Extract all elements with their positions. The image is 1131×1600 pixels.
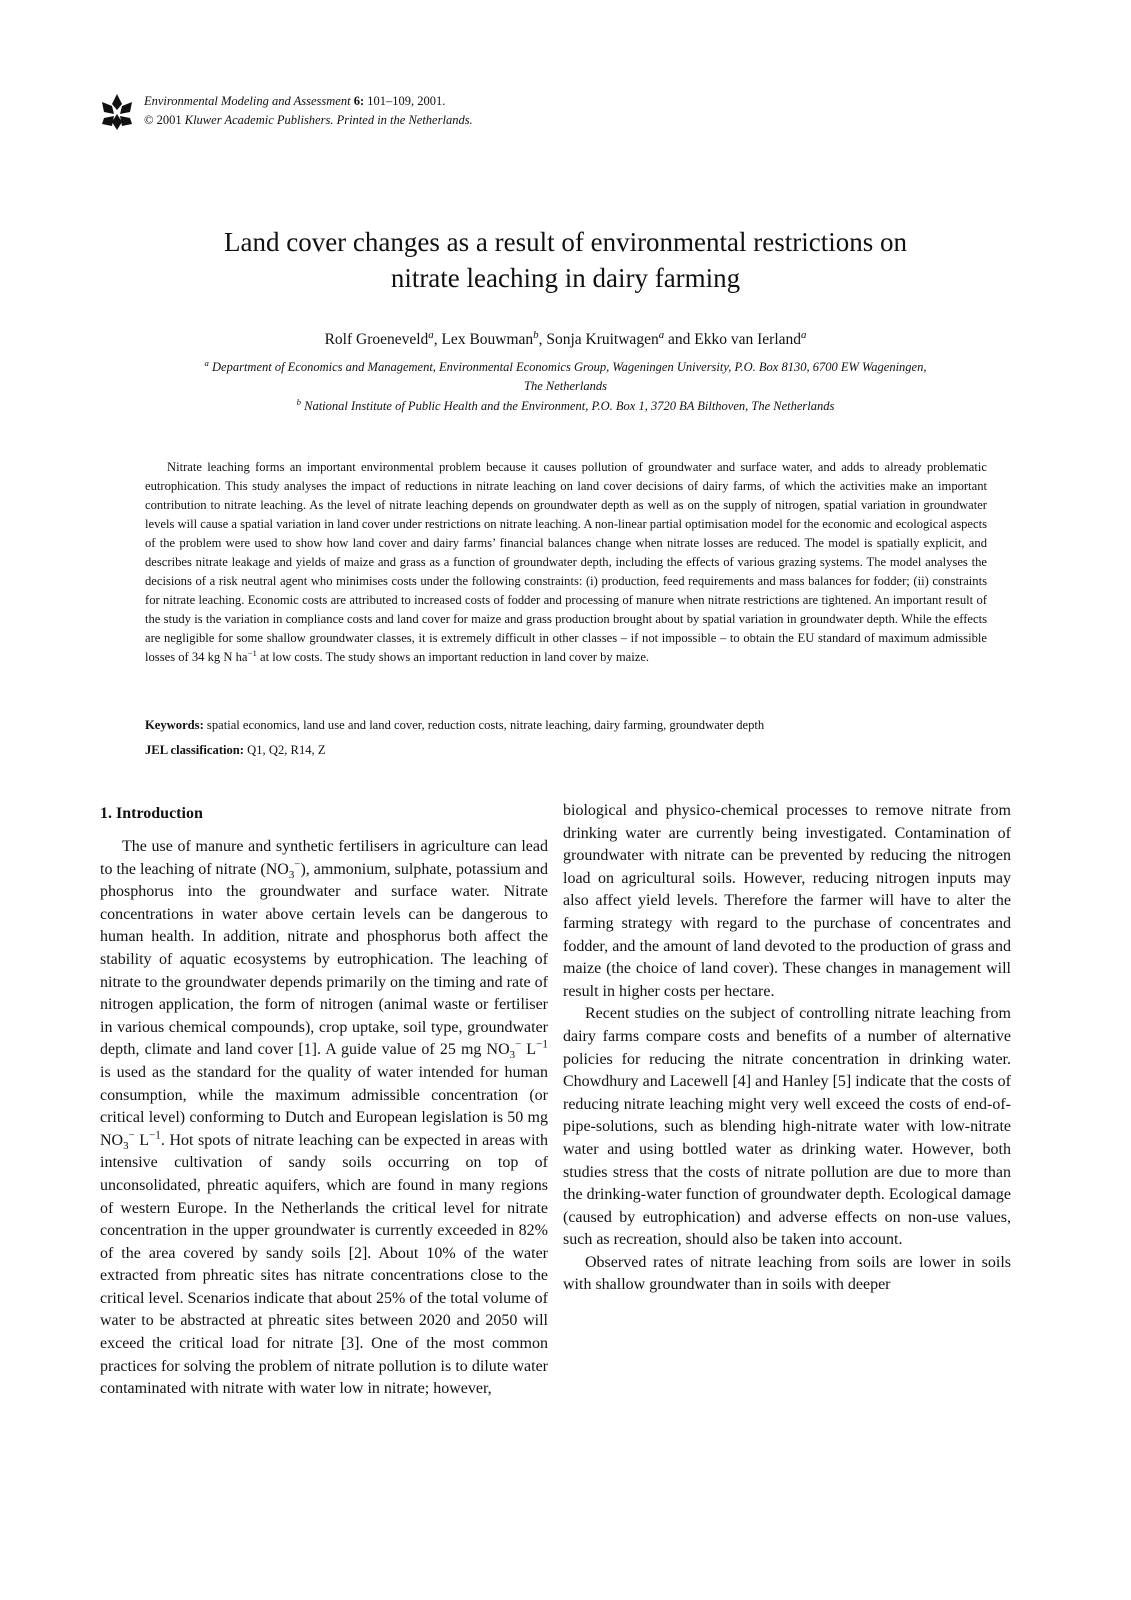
text-run: is used as the standard for the quality of water intended for human consumption, while the maximum admissible concentration (or critical level) conforming to Dutch and European legislation is 50 mg NO (100, 1063, 548, 1149)
copyright-symbol: © (144, 113, 154, 127)
author-affiliation-mark: a (428, 328, 434, 341)
text-run: The use of manure and synthetic fertilisers in agriculture can lead to the leaching of nitrate (NO (100, 838, 548, 878)
keywords (145, 716, 987, 735)
author-separator: and (664, 331, 695, 348)
section-heading: 1. Introduction (100, 805, 203, 822)
affiliation-a-line-2: The Netherlands (524, 379, 607, 393)
abstract-tail: at low costs. The study shows an important reduction in land cover by maize. (256, 650, 650, 664)
abstract-exponent: −1 (247, 647, 257, 658)
text-run: L (134, 1131, 149, 1149)
author-name: Sonja Kruitwagen (546, 331, 659, 348)
text-run: L (521, 1041, 537, 1059)
body-column-left (100, 836, 548, 1401)
author-separator: , (538, 331, 547, 348)
affiliation-a-line-1: Department of Economics and Management, Environmental Economics Group, Wageningen University, P.O. Box 8130, 6700 EW Wageningen, (212, 360, 927, 374)
author-name: Rolf Groeneveld (324, 331, 429, 348)
chem-formula (509, 1039, 522, 1062)
text-run: ), ammonium, sulphate, potassium and phosphorus into the groundwater and surface water. Nitrate concentrations in water above certain levels can be dangerous to human health. In addition, nitrate and phosphorus both affect the stability of aquatic ecosystems by eutrophication. The leaching of nitrate to the groundwater depends primarily on the timing and rate of nitrogen application, the form of nitrogen (animal waste or fertiliser in various chemical compounds), crop uptake, soil type, groundwater depth, climate and land cover [1]. A guide value of 25 mg NO (100, 860, 548, 1059)
body-column-right (563, 800, 1011, 1297)
title-line-2: nitrate leaching in dairy farming (390, 263, 741, 293)
subscript: 3 (509, 1049, 516, 1062)
journal-pages: 101–109, 2001. (367, 94, 446, 108)
journal-name: Environmental Modeling and Assessment (144, 94, 351, 108)
paper-title (0, 224, 1131, 296)
intro-paragraph-1-continued (563, 800, 1011, 1003)
superscript: − (515, 1039, 522, 1052)
author-affiliation-mark: b (533, 328, 539, 341)
text-run: biological and physico-chemical processes to remove nitrate from drinking water are currently being investigated. Contamination of groundwater with nitrate can be prevented by reducing the nitrogen load on agricultural soils. However, reducing nitrogen inputs may also affect yield levels. Therefore the farmer will have to alter the farming strategy with regard to the purchase of concentrates and fodder, and the amount of land devoted to the production of grass and maize (the choice of land cover). These changes in management will result in higher costs per hectare. (563, 802, 1011, 1000)
jel-text: Q1, Q2, R14, Z (244, 743, 326, 757)
affiliation-mark: a (204, 357, 209, 368)
keywords-label: Keywords: (145, 718, 204, 732)
journal-citation (144, 92, 473, 111)
jel-classification (145, 741, 987, 760)
chem-formula (123, 1129, 135, 1152)
intro-paragraph-1-end: . Hot spots of nitrate leaching can be expected in areas with intensive cultivation of sandy soils occurring on top of unconsolidated, phreatic aquifers, which are found in many regions of western Europe. In the Netherlands the critical level for nitrate concentration in the upper groundwater is currently exceeded in 82% of the area covered by sandy soils [2]. About 10% of the water extracted from phreatic sites has nitrate concentrations close to the critical level. Scenarios indicate that about 25% of the total volume of water to be abstracted at phreatic sites between 2020 and 2050 will exceed the critical load for nitrate [3]. One of the most common practices for solving the problem of nitrate pollution is to dilute water contaminated with nitrate with water low in nitrate; however, (100, 1131, 548, 1398)
author-affiliation-mark: a (801, 328, 807, 341)
journal-header (100, 92, 473, 132)
jel-label: JEL classification: (145, 743, 245, 757)
author-name: Lex Bouwman (441, 331, 534, 348)
intro-paragraph-3: Observed rates of nitrate leaching from soils are lower in soils with shallow groundwater than in soils with deeper (563, 1253, 1011, 1294)
abstract (145, 458, 987, 667)
author-name: Ekko van Ierland (694, 331, 802, 348)
copyright-line (144, 111, 473, 130)
keywords-text: spatial economics, land use and land cover, reduction costs, nitrate leaching, dairy farming, groundwater depth (203, 718, 765, 732)
journal-volume: 6: (353, 94, 365, 108)
superscript: − (128, 1129, 135, 1142)
publisher-line: Kluwer Academic Publishers. Printed in the Netherlands. (184, 113, 473, 127)
subscript: 3 (288, 868, 295, 881)
title-line-1: Land cover changes as a result of environmental restrictions on (223, 227, 907, 257)
chem-formula (288, 858, 301, 881)
affiliation-b (120, 397, 1011, 416)
subscript: 3 (123, 1139, 129, 1152)
author-list (0, 329, 1131, 351)
affiliation-a (120, 358, 1011, 396)
intro-paragraph-2: Recent studies on the subject of controlling nitrate leaching from dairy farms compare costs and benefits of a number of alternative policies for reducing the nitrate concentration in drinking water. Chowdhury and Lacewell [4] and Hanley [5] indicate that the costs of reducing nitrate leaching might very well exceed the costs of end-of-pipe-solutions, such as blending high-nitrate water with low-nitrate water and using bottled water as drinking water. However, both studies stress that the costs of nitrate pollution are due to more than the drinking-water function of groundwater depth. Ecological damage (caused by eutrophication) and adverse effects on non-use values, such as recreation, should also be taken into account. (563, 1005, 1011, 1249)
superscript: − (294, 858, 301, 871)
publisher-logo-icon (100, 92, 134, 132)
copyright-year: 2001 (156, 113, 182, 127)
author-affiliation-mark: a (658, 328, 665, 341)
abstract-text: Nitrate leaching forms an important environmental problem because it causes pollution of groundwater and surface water, and adds to already problematic eutrophication. This study analyses the impact of reductions in nitrate leaching on land cover decisions of dairy farms, of which the activities make an important contribution to nitrate leaching. As the level of nitrate leaching depends on groundwater depth as well as on the supply of nitrogen, spatial variation in groundwater levels will cause a spatial variation in land cover under restrictions on nitrate leaching. A non-linear partial optimisation model for the economic and ecological aspects of the problem were used to show how land cover and dairy farms’ financial balances change when nitrate losses are reduced. The model is spatially explicit, and describes nitrate leakage and yields of maize and grass as a function of groundwater depth, including the effects of various grazing systems. The model analyses the decisions of a risk neutral agent who minimises costs under the following constraints: (i) production, feed requirements and mass balances for fodder; (ii) constraints for nitrate leaching. Economic costs are attributed to increased costs of fodder and processing of manure when nitrate restrictions are tightened. An important result of the study is the variation in compliance costs and land cover for maize and grass production brought about by spatial variation in groundwater depth. While the effects are negligible for some shallow groundwater classes, it is extremely difficult in other classes – if not impossible – to obtain the EU standard of maximum admissible losses of 34 kg N ha (145, 460, 987, 664)
intro-paragraph-1 (100, 836, 548, 1401)
affiliation-b-text: National Institute of Public Health and the Environment, P.O. Box 1, 3720 BA Bilthoven, The Netherlands (304, 399, 835, 413)
superscript: −1 (149, 1129, 161, 1142)
affiliation-mark: b (296, 396, 301, 407)
superscript: −1 (536, 1039, 548, 1052)
author-separator: , (433, 331, 442, 348)
